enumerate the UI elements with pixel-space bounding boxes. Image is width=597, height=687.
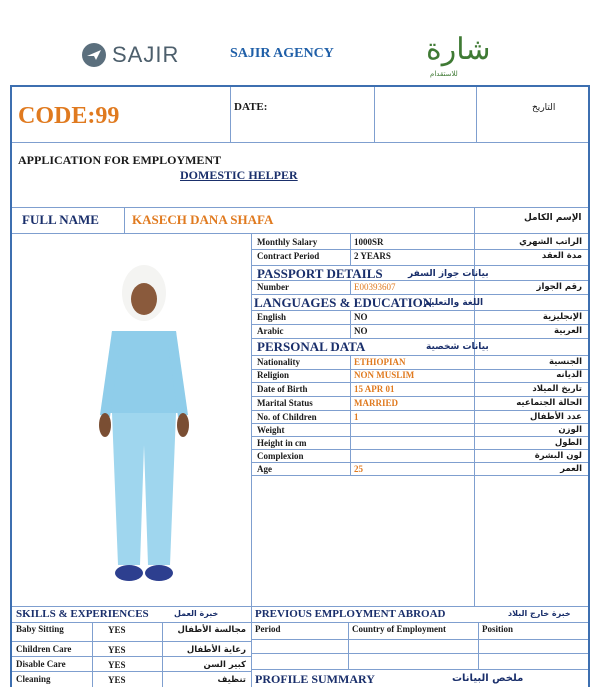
arabic-label-ar: العربية — [553, 326, 582, 336]
plane-icon — [82, 43, 106, 67]
languages-title: LANGUAGES & EDUCATION — [254, 295, 433, 310]
previous-employment-title: PREVIOUS EMPLOYMENT ABROAD — [255, 608, 446, 620]
passport-title: PASSPORT DETAILS — [257, 266, 383, 281]
age-label: Age — [257, 464, 272, 474]
religion-label-ar: الديانه — [556, 370, 582, 380]
prev-col-country: Country of Employment — [352, 624, 446, 634]
children-value: 1 — [354, 412, 359, 422]
worker-code: CODE:99 — [18, 103, 120, 129]
contract-period-label-ar: مدة العقد — [541, 251, 582, 261]
skill-baby-sitting-label-ar: مجالسة الأطفال — [177, 625, 246, 635]
skill-children-care-label: Children Care — [16, 644, 72, 654]
personal-title: PERSONAL DATA — [257, 339, 366, 354]
children-label-ar: عدد الأطفال — [530, 412, 582, 422]
candidate-photo — [12, 235, 251, 607]
nationality-label: Nationality — [257, 357, 301, 367]
application-form — [10, 85, 590, 687]
english-label-ar: الإنجليزية — [542, 312, 582, 322]
sajir-logo — [82, 42, 179, 68]
full-name-value: KASECH DANA SHAFA — [132, 212, 274, 227]
arabic-value: NO — [354, 326, 368, 336]
age-value: 25 — [354, 464, 363, 474]
marital-status-value: MARRIED — [354, 398, 398, 408]
date-label: DATE: — [234, 101, 268, 113]
dob-value: 15 APR 01 — [354, 384, 395, 394]
languages-title-ar: اللغة والتعليم — [424, 298, 484, 308]
skill-disable-care-value: YES — [108, 660, 126, 670]
profile-summary-title-ar: ملخص البيانات — [452, 673, 524, 684]
dob-label-ar: تاريخ الميلاد — [532, 384, 582, 394]
application-title: APPLICATION FOR EMPLOYMENT — [18, 153, 222, 167]
contract-period-label: Contract Period — [257, 251, 320, 261]
prev-col-position: Position — [482, 624, 514, 634]
skill-cleaning-label: Cleaning — [16, 674, 51, 684]
passport-number-label-ar: رقم الجواز — [536, 282, 582, 292]
shara-logo — [418, 30, 491, 82]
agency-name: SAJIR AGENCY — [230, 46, 334, 61]
passport-number-label: Number — [257, 282, 289, 292]
dob-label: Date of Birth — [257, 384, 308, 394]
passport-title-ar: بيانات جواز السفر — [408, 269, 489, 279]
english-label: English — [257, 312, 287, 322]
skill-cleaning-value: YES — [108, 675, 126, 685]
header — [10, 30, 590, 80]
shara-logo-sub: للاستقدام — [430, 70, 458, 78]
skill-cleaning-label-ar: تنظيف — [217, 675, 246, 685]
marital-status-label: Marital Status — [257, 398, 313, 408]
complexion-label: Complexion — [257, 451, 304, 461]
profile-summary-title: PROFILE SUMMARY — [255, 672, 375, 686]
sajir-logo-text: SAJIR — [112, 42, 180, 67]
position-title: DOMESTIC HELPER — [180, 168, 298, 182]
contract-period-value: 2 YEARS — [354, 251, 391, 261]
weight-label: Weight — [257, 425, 285, 435]
age-label-ar: العمر — [560, 464, 582, 474]
skills-title-ar: خبرة العمل — [174, 609, 219, 618]
monthly-salary-label: Monthly Salary — [257, 237, 318, 247]
full-name-label: FULL NAME — [22, 212, 99, 227]
monthly-salary-value: 1000SR — [354, 237, 384, 247]
full-name-label-ar: الإسم الكامل — [524, 213, 582, 223]
previous-employment-title-ar: خبرة خارج البلاد — [508, 609, 571, 618]
prev-col-period: Period — [255, 624, 281, 634]
children-label: No. of Children — [257, 412, 317, 422]
religion-label: Religion — [257, 370, 290, 380]
skill-baby-sitting-label: Baby Sitting — [16, 624, 64, 634]
skill-children-care-value: YES — [108, 645, 126, 655]
height-label: Height in cm — [257, 438, 307, 448]
date-label-ar: التاريخ — [532, 103, 556, 113]
monthly-salary-label-ar: الراتب الشهري — [519, 237, 582, 247]
english-value: NO — [354, 312, 368, 322]
nationality-label-ar: الجنسية — [549, 357, 582, 367]
religion-value: NON MUSLIM — [354, 370, 415, 380]
shara-logo-mark: شارة — [426, 32, 491, 67]
skill-baby-sitting-value: YES — [108, 625, 126, 635]
skills-title: SKILLS & EXPERIENCES — [16, 608, 149, 620]
height-label-ar: الطول — [554, 438, 582, 448]
passport-number-value: E00393607 — [354, 282, 396, 292]
nationality-value: ETHIOPIAN — [354, 357, 406, 367]
personal-title-ar: بيانات شخصية — [426, 342, 489, 352]
complexion-label-ar: لون البشرة — [534, 451, 582, 461]
arabic-label: Arabic — [257, 326, 284, 336]
weight-label-ar: الوزن — [558, 425, 582, 435]
skill-disable-care-label-ar: كبير السن — [203, 660, 246, 670]
marital-status-label-ar: الحالة الجتماعيه — [516, 398, 582, 408]
skill-children-care-label-ar: رعاية الأطفال — [186, 645, 246, 655]
skill-disable-care-label: Disable Care — [16, 659, 66, 669]
